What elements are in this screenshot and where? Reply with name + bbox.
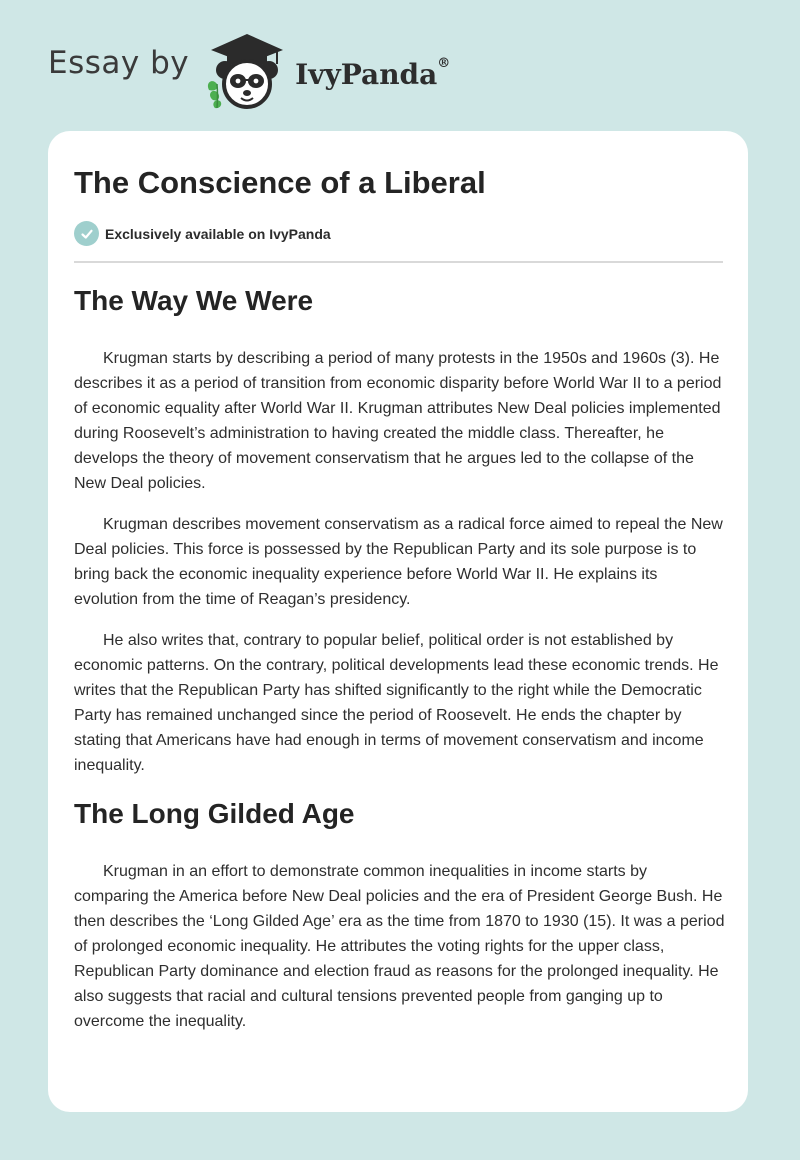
essay-card — [48, 131, 748, 1112]
brand-label: IvyPanda — [295, 57, 438, 91]
site-header — [48, 30, 450, 110]
essay-body — [74, 283, 725, 1050]
badge-text: Exclusively available on IvyPanda — [105, 225, 331, 242]
brand-name — [295, 55, 451, 91]
paragraph: He also writes that, contrary to popular belief, political order is not established by economic patterns. On the contrary, political developments lead these economic trends. He writes that the Republican Party has shifted significantly to the right while the Democratic Party has remained unchanged since the period of Roosevelt. He ends the chapter by stating that Americans have had enough in terms of movement conservatism and income inequality. — [74, 632, 719, 774]
divider — [74, 261, 723, 263]
essay-by-label: Essay by — [48, 45, 190, 81]
check-icon — [74, 221, 99, 246]
section-heading: The Long Gilded Age — [74, 798, 355, 829]
panda-graduate-icon — [203, 30, 291, 110]
paragraph: Krugman starts by describing a period of many protests in the 1950s and 1960s (3). He describes it as a period of transition from economic disparity before World War II to a period of economic equality after World War II. Krugman attributes New Deal policies implemented during Roosevelt’s administration to having created the middle class. Thereafter, he develops the theory of movement conservatism that he argues led to the collapse of the New Deal policies. — [74, 350, 722, 492]
paragraph: Krugman in an effort to demonstrate common inequalities in income starts by comparing the America before New Deal policies and the era of President George Bush. He then describes the ‘Long Gilded Age’ era as the time from 1870 to 1930 (15). It was a period of prolonged economic inequality. He attributes the voting rights for the upper class, Republican Party dominance and election fraud as reasons for the prolonged inequality. He also suggests that racial and cultural tensions prevented people from ganging up to overcome the inequality. — [74, 863, 725, 1030]
registered-mark: ® — [437, 55, 451, 71]
exclusive-badge — [74, 221, 331, 246]
section-heading: The Way We Were — [74, 285, 314, 316]
page-title: The Conscience of a Liberal — [74, 165, 486, 200]
paragraph: Krugman describes movement conservatism as a radical force aimed to repeal the New Deal policies. This force is possessed by the Republican Party and its sole purpose is to bring back the economic inequality experience before World War II. He explains its evolution from the time of Reagan’s presidency. — [74, 516, 723, 608]
